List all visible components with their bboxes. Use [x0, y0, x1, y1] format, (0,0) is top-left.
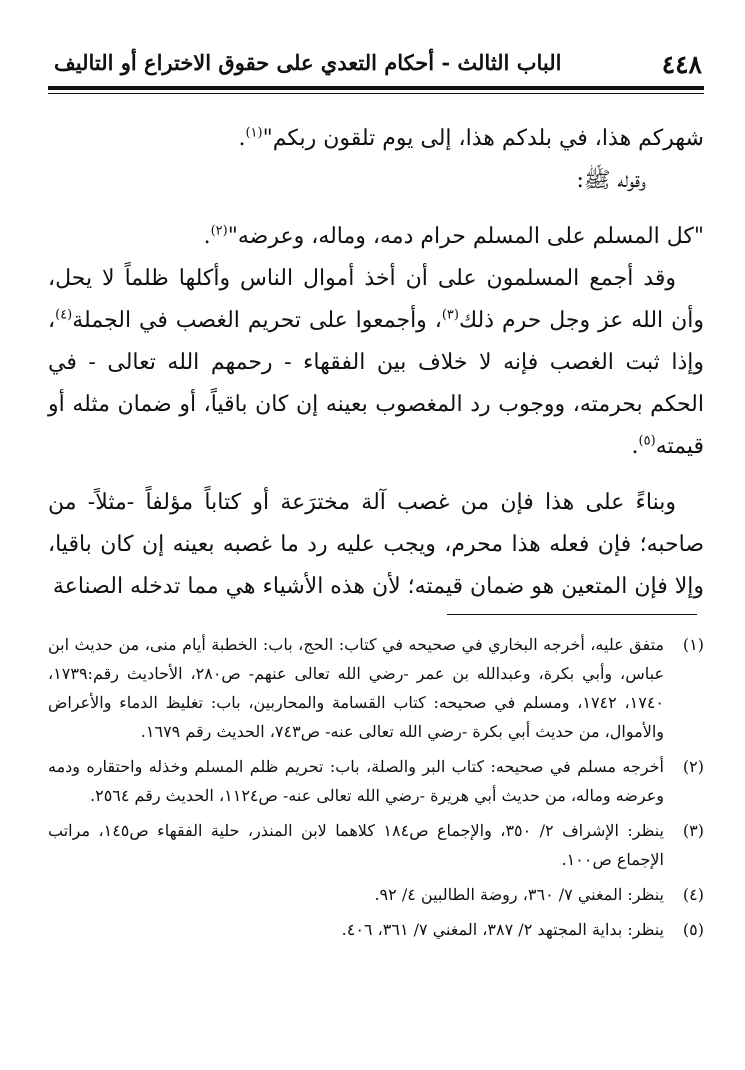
footnote-text: ينظر: الإشراف ٢/ ٣٥٠، والإجماع ص١٨٤ كلاهما لابن المنذر، حلية الفقهاء ص١٤٥، مراتب الإجماع ص١٠٠. [48, 821, 664, 869]
footnote-separator [447, 614, 697, 615]
paragraph-2: وقوله ﷺ: [576, 168, 646, 193]
footnote-marker: (٤) [682, 885, 704, 904]
main-text [48, 118, 704, 608]
footnote-4 [48, 880, 704, 909]
footnote-3 [48, 816, 704, 874]
footnote-ref-3: (٣) [441, 307, 459, 323]
paragraph-4: وقد أجمع المسلمون على أن أخذ أموال الناس وأكلها ظلماً لا يحل، وأن الله عز وجل حرم ذلك$^{(٣)}$، وأجمعوا على تحريم الغصب في الجملة$^{(٤)}$، وإذا ثبت الغصب فإنه لا خلاف بين الفقهاء - رحمهم الله تعالى - في الحكم بحرمته، ووجوب رد المغصوب بعينه إن كان باقياً، أو ضمان مثله أو قيمته$^{(٥)}$. [48, 266, 704, 459]
running-title: الباب الثالث - أحكام التعدي على حقوق الاختراع أو التاليف [54, 50, 562, 75]
footnote-text: متفق عليه، أخرجه البخاري في صحيحه في كتاب: الحج، باب: الخطبة أيام منى، من حديث ابن عباس، وأبي بكرة، وعبدالله بن عمر -رضي الله تعالى عنهم- ص٢٨٠، الأحاديث رقم:١٧٣٩، ١٧٤٠، ١٧٤٢، ومسلم في صحيحه: كتاب القسامة والمحاربين، باب: تغليظ الدماء والأعراض والأموال، من حديث أبي بكرة -رضي الله تعالى عنه- ص٧٤٣، الحديث رقم ١٦٧٩. [48, 635, 665, 741]
footnotes [48, 630, 704, 950]
footnote-marker: (٥) [682, 920, 704, 939]
footnote-marker: (٢) [682, 757, 704, 776]
footnote-5 [48, 915, 704, 944]
paragraph-3: "كل المسلم على المسلم حرام دمه، وماله، وعرضه"$^{(٢)}$. [203, 223, 704, 249]
footnote-ref-2: (٢) [210, 223, 228, 239]
page-header [48, 42, 704, 86]
footnote-ref-4: (٤) [55, 307, 73, 323]
header-rule-thin [48, 93, 704, 94]
paragraph-5: وبناءً على هذا فإن من غصب آلة مخترَعة أو كتاباً مؤلفاً -مثلاً- من صاحبه؛ فإن فعله هذا محرم، ويجب عليه رد ما غصبه بعينه إن كان باقيا، وإلا فإن المتعين هو ضمان قيمته؛ لأن هذه الأشياء هي مما تدخله الصناعة [48, 490, 704, 599]
footnote-1 [48, 630, 704, 746]
paragraph-1: شهركم هذا، في بلدكم هذا، إلى يوم تلقون ربكم"$^{(١)}$. [238, 125, 704, 151]
footnote-text: ينظر: بداية المجتهد ٢/ ٣٨٧، المغني ٧/ ٣٦١، ٤٠٦. [341, 920, 664, 939]
footnote-ref-1: (١) [245, 125, 263, 141]
footnote-text: ينظر: المغني ٧/ ٣٦٠، روضة الطالبين ٤/ ٩٢. [374, 885, 664, 904]
footnote-2 [48, 752, 704, 810]
footnote-marker: (٣) [682, 821, 704, 840]
header-rule-thick [48, 86, 704, 90]
page-number: ٤٤٨ [661, 50, 702, 79]
footnote-marker: (١) [682, 635, 704, 654]
footnote-ref-5: (٥) [638, 433, 656, 449]
footnote-text: أخرجه مسلم في صحيحه: كتاب البر والصلة، باب: تحريم ظلم المسلم وخذله واحتقاره ودمه وعرضه وماله، من حديث أبي هريرة -رضي الله تعالى عنه- ص١١٢٤، الحديث رقم ٢٥٦٤. [48, 757, 665, 805]
